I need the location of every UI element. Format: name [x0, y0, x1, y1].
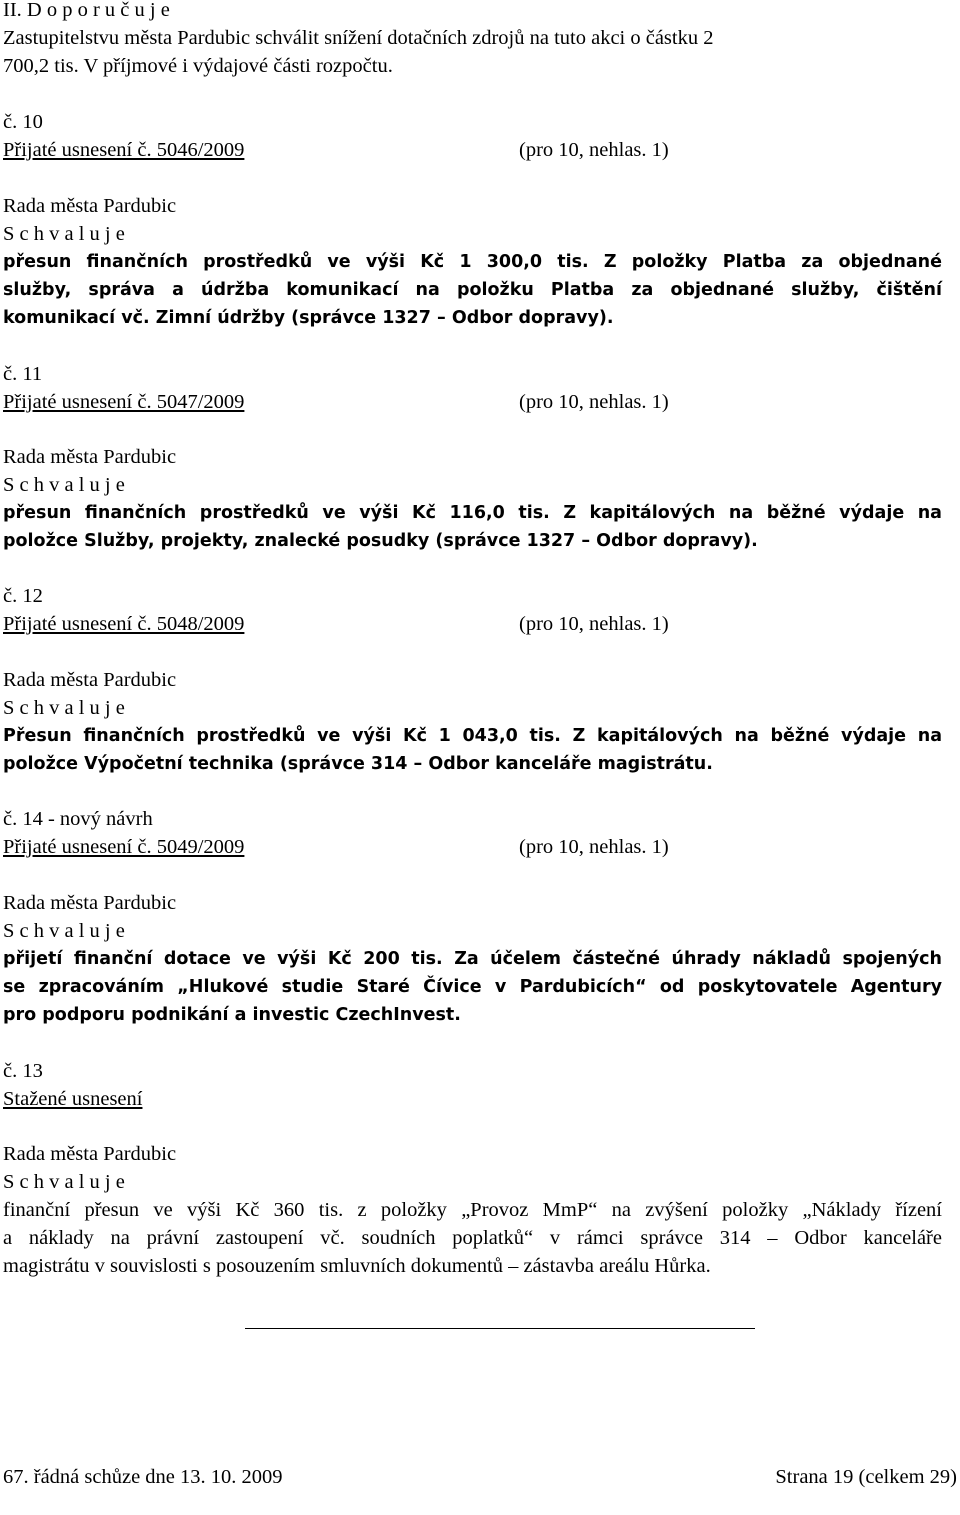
- decision-text-line: položce Služby, projekty, znalecké posudky (správce 1327 – Odbor dopravy).: [3, 531, 758, 551]
- item-number: č. 14 - nový návrh: [3, 808, 153, 830]
- decision-text-line: služby, správa a údržba komunikací na položku Platba za objednané služby, čištění: [3, 280, 942, 300]
- decision-text-line: přesun finančních prostředků ve výši Kč 1 300,0 tis. Z položky Platba za objednané: [3, 252, 942, 272]
- council-name: Rada města Pardubic: [3, 669, 177, 691]
- section-heading: II. D o p o r u č u j e: [3, 0, 170, 21]
- approval-verb: S c h v a l u j e: [3, 920, 125, 942]
- decision-text-line: pro podporu podnikání a investic CzechInvest.: [3, 1005, 461, 1025]
- resolution-title: Přijaté usnesení č. 5049/2009: [3, 836, 245, 858]
- item-number: č. 11: [3, 363, 43, 385]
- council-name: Rada města Pardubic: [3, 1143, 177, 1165]
- withdrawn-resolution: Stažené usnesení: [3, 1088, 143, 1110]
- item-number: č. 13: [3, 1060, 43, 1082]
- decision-text-line: komunikací vč. Zimní údržby (správce 1327 – Odbor dopravy).: [3, 308, 614, 328]
- resolution-row: [3, 136, 942, 164]
- section-text-line: 700,2 tis. V příjmové i výdajové části rozpočtu.: [3, 55, 393, 77]
- separator-line: [245, 1328, 755, 1329]
- vote-result: (pro 10, nehlas. 1): [519, 391, 669, 413]
- resolution-title: Přijaté usnesení č. 5047/2009: [3, 391, 245, 413]
- item-number: č. 10: [3, 111, 43, 133]
- approval-verb: S c h v a l u j e: [3, 1171, 125, 1193]
- decision-text-line: Přesun finančních prostředků ve výši Kč 1 043,0 tis. Z kapitálových na běžné výdaje na: [3, 726, 942, 746]
- vote-result: (pro 10, nehlas. 1): [519, 836, 669, 858]
- resolution-title: Přijaté usnesení č. 5046/2009: [3, 139, 245, 161]
- council-name: Rada města Pardubic: [3, 195, 177, 217]
- resolution-row: [3, 610, 942, 638]
- council-name: Rada města Pardubic: [3, 892, 177, 914]
- decision-text-line: přesun finančních prostředků ve výši Kč 116,0 tis. Z kapitálových na běžné výdaje na: [3, 503, 942, 523]
- decision-text-line: položce Výpočetní technika (správce 314 – Odbor kanceláře magistrátu.: [3, 754, 713, 774]
- decision-text-line: přijetí finanční dotace ve výši Kč 200 tis. Za účelem částečné úhrady nákladů spojených: [3, 949, 942, 969]
- approval-verb: S c h v a l u j e: [3, 474, 125, 496]
- footer-page-number: Strana 19 (celkem 29): [775, 1466, 957, 1488]
- decision-text-line: magistrátu v souvislosti s posouzením smluvních dokumentů – zástavba areálu Hůrka.: [3, 1255, 711, 1277]
- council-name: Rada města Pardubic: [3, 446, 177, 468]
- item-number: č. 12: [3, 585, 43, 607]
- decision-text-line: finanční přesun ve výši Kč 360 tis. z položky „Provoz MmP“ na zvýšení položky „Náklady řízení: [3, 1199, 942, 1221]
- vote-result: (pro 10, nehlas. 1): [519, 139, 669, 161]
- approval-verb: S c h v a l u j e: [3, 223, 125, 245]
- footer-meeting: 67. řádná schůze dne 13. 10. 2009: [3, 1466, 283, 1488]
- approval-verb: S c h v a l u j e: [3, 697, 125, 719]
- decision-text-line: se zpracováním „Hlukové studie Staré Čívice v Pardubicích“ od poskytovatele Agentury: [3, 977, 942, 997]
- resolution-row: [3, 388, 942, 416]
- resolution-row: [3, 833, 942, 861]
- decision-text-line: a náklady na právní zastoupení vč. soudních poplatků“ v rámci správce 314 – Odbor kanceláře: [3, 1227, 942, 1249]
- resolution-title: Přijaté usnesení č. 5048/2009: [3, 613, 245, 635]
- vote-result: (pro 10, nehlas. 1): [519, 613, 669, 635]
- section-text-line: Zastupitelstvu města Pardubic schválit snížení dotačních zdrojů na tuto akci o částku 2: [3, 27, 714, 49]
